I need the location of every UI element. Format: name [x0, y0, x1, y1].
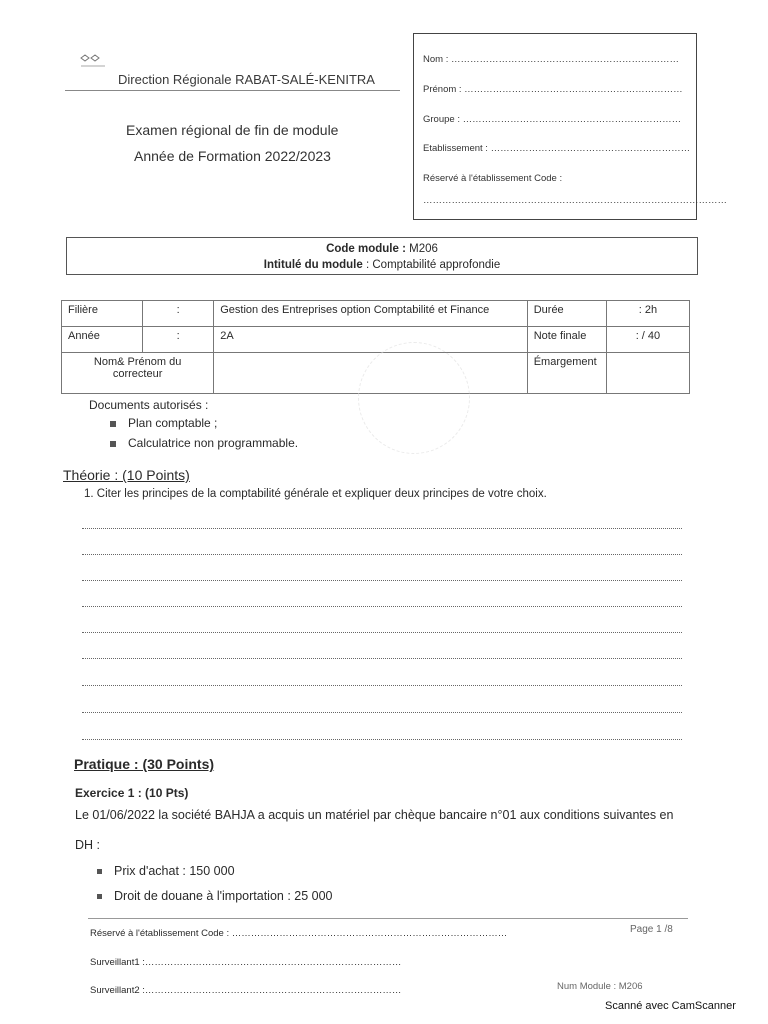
list-item: [97, 864, 235, 878]
num-module: Num Module : M206: [557, 981, 643, 992]
emargement-label: Émargement: [527, 353, 606, 394]
exercise-title: Exercice 1 : (10 Pts): [75, 786, 189, 800]
intitule-value: : Comptabilité approfondie: [365, 259, 501, 271]
correcteur-label: Nom& Prénom du correcteur: [62, 353, 214, 394]
reserve-code-field[interactable]: ……………………………………………………………………………………: [423, 195, 727, 206]
answer-line[interactable]: [82, 712, 682, 713]
answer-line[interactable]: [82, 685, 682, 686]
surveillant1-field[interactable]: Surveillant1 :………………………………………………………………………: [90, 957, 402, 968]
exercise-item-label: Droit de douane à l'importation : 25 000: [114, 889, 333, 903]
faint-stamp: [358, 342, 470, 454]
nom-field[interactable]: Nom : ………………………………………………………………: [423, 54, 679, 65]
exam-title: Examen régional de fin de module: [126, 122, 339, 138]
student-id-box: [413, 33, 727, 220]
annee-value: 2A: [214, 327, 527, 353]
answer-line[interactable]: [82, 739, 682, 740]
list-item: [110, 436, 298, 450]
annee-label: Année: [62, 327, 143, 353]
duree-label: Durée: [527, 301, 606, 327]
camscanner-watermark: Scanné avec CamScanner: [605, 1000, 736, 1012]
formation-year: Année de Formation 2022/2023: [134, 148, 331, 164]
answer-line[interactable]: [82, 528, 682, 529]
region-title: Direction Régionale RABAT-SALÉ-KENITRA: [118, 72, 375, 87]
note-value: : / 40: [606, 327, 689, 353]
theorie-question: 1. Citer les principes de la comptabilité générale et expliquer deux principes de votre choix.: [84, 488, 547, 500]
filiere-colon: :: [143, 301, 214, 327]
code-module-value: M206: [409, 243, 438, 255]
list-item: [110, 416, 217, 430]
filiere-label: Filière: [62, 301, 143, 327]
surveillant2-field[interactable]: Surveillant2 :………………………………………………………………………: [90, 985, 402, 996]
document-item-label: Calculatrice non programmable.: [128, 436, 299, 450]
module-box: [66, 237, 698, 275]
answer-line[interactable]: [82, 554, 682, 555]
prenom-field[interactable]: Prénom : ……………………………………………………………: [423, 84, 683, 95]
filiere-value: Gestion des Entreprises option Comptabilité et Finance: [214, 301, 527, 327]
etablissement-field[interactable]: Etablissement : ………………………………………………………: [423, 143, 691, 154]
footer-reserve-code[interactable]: Réservé à l'établissement Code : ……………………………………………………………………………: [90, 928, 508, 939]
table-row: [62, 327, 690, 353]
exercise-item-label: Prix d'achat : 150 000: [114, 864, 235, 878]
duree-value: : 2h: [606, 301, 689, 327]
exercise-text-line1: Le 01/06/2022 la société BAHJA a acquis un matériel par chèque bancaire n°01 aux conditions suivantes en: [75, 808, 674, 822]
answer-line[interactable]: [82, 580, 682, 581]
theorie-heading: Théorie : (10 Points): [63, 467, 190, 483]
annee-colon: :: [143, 327, 214, 353]
answer-line[interactable]: [82, 658, 682, 659]
documents-title: Documents autorisés :: [89, 398, 209, 412]
table-row: [62, 301, 690, 327]
footer-divider: [88, 918, 688, 919]
note-label: Note finale: [527, 327, 606, 353]
bullet-icon: [97, 869, 102, 874]
bullet-icon: [97, 894, 102, 899]
list-item: [97, 889, 333, 903]
answer-line[interactable]: [82, 632, 682, 633]
page-number: Page 1 /8: [630, 924, 673, 935]
bullet-icon: [110, 421, 116, 427]
answer-line[interactable]: [82, 606, 682, 607]
bullet-icon: [110, 441, 116, 447]
emargement-field[interactable]: [606, 353, 689, 394]
groupe-field[interactable]: Groupe : ……………………………………………………………: [423, 114, 682, 125]
pratique-heading: Pratique : (30 Points): [74, 756, 215, 772]
document-item-label: Plan comptable ;: [128, 416, 218, 430]
reserve-code-label: Réservé à l'établissement Code :: [423, 173, 563, 184]
exercise-text-line2: DH :: [75, 838, 100, 852]
code-module-label: Code module :: [326, 243, 406, 255]
intitule-label: Intitulé du module: [263, 259, 363, 271]
header-divider: [65, 90, 400, 91]
ofppt-logo-icon: [78, 52, 108, 70]
